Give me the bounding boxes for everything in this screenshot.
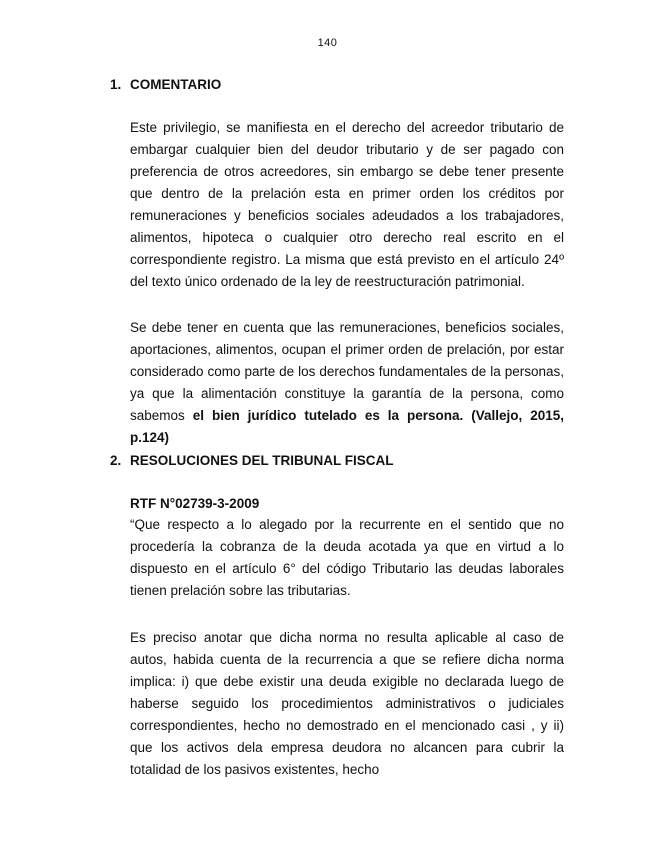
paragraph-norma: Es preciso anotar que dicha norma no resulta aplicable al caso de autos, habida cuenta de la recurrencia a que se refiere dicha norma implica: i) que debe existir una deuda exigible no declarada luego de haberse seguido los procedimientos administrativos o judiciales correspondientes, hecho no demostrado en el mencionado casi , y ii) que los activos dela empresa deudora no alcancen para cubrir la totalidad de los pasivos existentes, hecho (130, 630, 564, 777)
section-heading-comentario (110, 77, 221, 92)
section-title: RESOLUCIONES DEL TRIBUNAL FISCAL (130, 453, 394, 468)
paragraph-remuneraciones (130, 317, 564, 449)
section-heading-resoluciones (110, 453, 394, 468)
rtf-quote: “Que respecto a lo alegado por la recurrente en el sentido que no procedería la cobranza de la deuda acotada ya que en virtud a lo dispuesto en el artículo 6° del código Tributario las deudas laborales tienen prelación sobre las tributarias. (130, 517, 564, 598)
page-number: 140 (317, 37, 338, 49)
section-number: 2. (110, 453, 122, 468)
paragraph-privilegio: Este privilegio, se manifiesta en el derecho del acreedor tributario de embargar cualquier bien del deudor tributario y de ser pagado con preferencia de otros acreedores, sin embargo se debe tener presente que dentro de la prelación esta en primer orden los créditos por remuneraciones y beneficios sociales adeudados a los trabajadores, alimentos, hipoteca o cualquier otro derecho real escrito en el correspondiente registro. La misma que está previsto en el artículo 24º del texto único ordenado de la ley de reestructuración patrimonial. (130, 120, 564, 289)
paragraph-text: Se debe tener en cuenta que las remuneraciones, beneficios sociales, aportaciones, alimentos, ocupan el primer orden de prelación, por estar considerado como parte de los derechos fundamentales de la personas, ya que la alimentación constituye la garantía de la persona, como sabemos (130, 320, 564, 423)
section-title: COMENTARIO (130, 77, 222, 92)
rtf-title: RTF N°02739-3-2009 (130, 496, 260, 511)
paragraph-bold-citation: el bien jurídico tutelado es la persona. (Vallejo, 2015, p.124) (130, 408, 564, 445)
section-number: 1. (110, 77, 122, 92)
